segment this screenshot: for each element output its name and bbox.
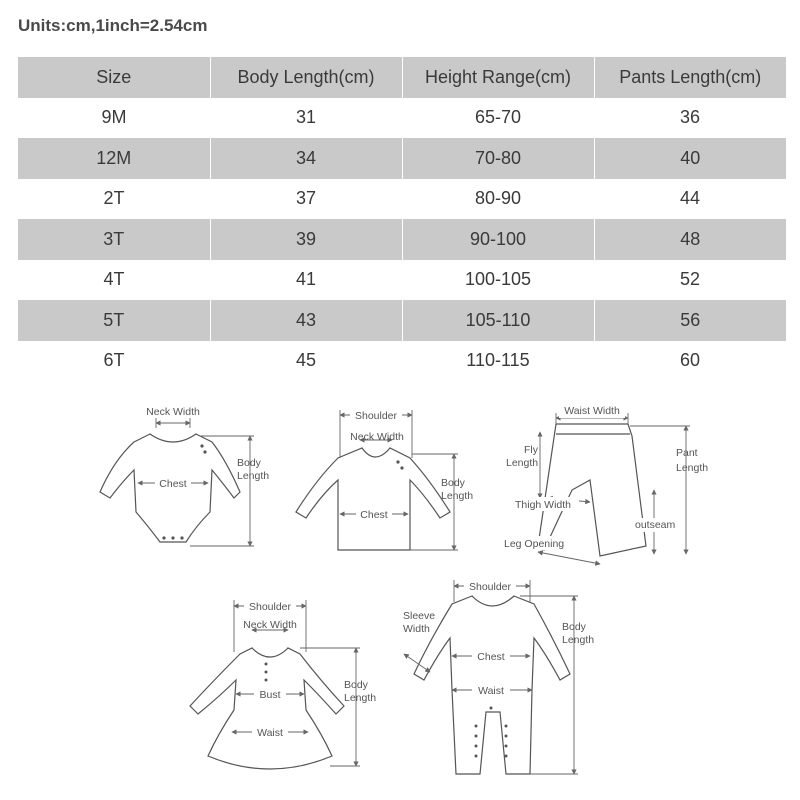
pants-leg-opening-label: Leg Opening (504, 538, 565, 550)
dress-bust-label: Bust (259, 689, 281, 701)
top-body-length-label-2: Length (441, 490, 474, 502)
top-shoulder-label: Shoulder (354, 410, 398, 422)
pants-fly-length-label-2: Length (506, 457, 539, 469)
size-chart-table (18, 57, 786, 381)
cell-body-length: 43 (210, 300, 402, 341)
top-diagram (296, 408, 473, 550)
dress-neck-width-label: Neck Width (243, 619, 297, 631)
cell-height-range: 110-115 (466, 350, 530, 371)
cell-pants-length: 60 (679, 350, 701, 371)
bodysuit-body-length-label: Body (237, 457, 261, 469)
header-size: Size (18, 57, 210, 98)
dress-body-length-label: Body (344, 679, 368, 691)
cell-pants-length: 52 (679, 269, 701, 290)
cell-size: 2T (103, 188, 125, 209)
table-row (18, 179, 786, 220)
romper-shoulder-label: Shoulder (468, 581, 512, 593)
cell-height-range: 80-90 (474, 188, 522, 209)
cell-height-range: 105-110 (402, 300, 594, 341)
romper-waist-label: Waist (478, 685, 504, 697)
romper-sleeve-width-label-2: Width (403, 623, 430, 635)
table-row (18, 219, 786, 260)
pants-fly-length-label: Fly (524, 444, 538, 456)
cell-pants-length: 56 (594, 300, 786, 341)
cell-body-length: 37 (295, 188, 317, 209)
units-note: Units:cm,1inch=2.54cm (18, 16, 208, 35)
cell-height-range: 70-80 (402, 138, 594, 179)
cell-size: 3T (18, 219, 210, 260)
cell-size: 6T (103, 350, 125, 371)
romper-diagram (403, 579, 594, 774)
cell-size: 9M (101, 107, 127, 128)
dress-diagram (190, 599, 376, 769)
dress-outline (190, 648, 344, 769)
dress-shoulder-label: Shoulder (248, 601, 292, 613)
cell-pants-length: 44 (679, 188, 701, 209)
header-pants-length: Pants Length(cm) (594, 57, 786, 98)
header-body-length: Body Length(cm) (210, 57, 402, 98)
cell-height-range: 100-105 (464, 269, 532, 290)
bodysuit-body-length-label-2: Length (237, 470, 270, 482)
cell-pants-length: 36 (679, 107, 701, 128)
table-header-row (18, 57, 786, 98)
table-row (18, 260, 786, 301)
cell-size: 4T (103, 269, 125, 290)
romper-sleeve-width-label: Sleeve (403, 610, 436, 622)
romper-chest-label: Chest (477, 651, 505, 663)
table-row (18, 341, 786, 382)
bodysuit-diagram (100, 406, 269, 546)
pants-waist-width-label: Waist Width (564, 405, 620, 417)
cell-size: 5T (18, 300, 210, 341)
cell-pants-length: 40 (594, 138, 786, 179)
top-outline (296, 448, 450, 550)
cell-height-range: 90-100 (402, 219, 594, 260)
dress-waist-label: Waist (257, 727, 283, 739)
romper-body-length-label: Body (562, 621, 586, 633)
cell-size: 12M (18, 138, 210, 179)
table-row (18, 138, 786, 179)
cell-body-length: 45 (295, 350, 317, 371)
cell-height-range: 65-70 (474, 107, 522, 128)
table-row (18, 300, 786, 341)
pants-outseam-label: outseam (635, 519, 676, 531)
bodysuit-chest-label: Chest (159, 478, 187, 490)
pants-pant-length-label-2: Length (676, 462, 709, 474)
cell-body-length: 39 (210, 219, 402, 260)
cell-pants-length: 48 (594, 219, 786, 260)
top-neck-width-label: Neck Width (350, 431, 404, 443)
romper-body-length-label-2: Length (562, 634, 595, 646)
cell-body-length: 31 (295, 107, 317, 128)
top-chest-label: Chest (360, 509, 388, 521)
cell-body-length: 34 (210, 138, 402, 179)
pants-thigh-width-label: Thigh Width (515, 499, 572, 511)
bodysuit-neck-width-label: Neck Width (146, 406, 200, 418)
header-height-range: Height Range(cm) (402, 57, 594, 98)
measurement-diagrams (0, 390, 800, 800)
pants-diagram (503, 404, 708, 564)
pants-pant-length-label: Pant (676, 447, 698, 459)
dress-body-length-label-2: Length (344, 692, 377, 704)
table-row (18, 98, 786, 139)
cell-body-length: 41 (295, 269, 317, 290)
top-body-length-label: Body (441, 477, 465, 489)
